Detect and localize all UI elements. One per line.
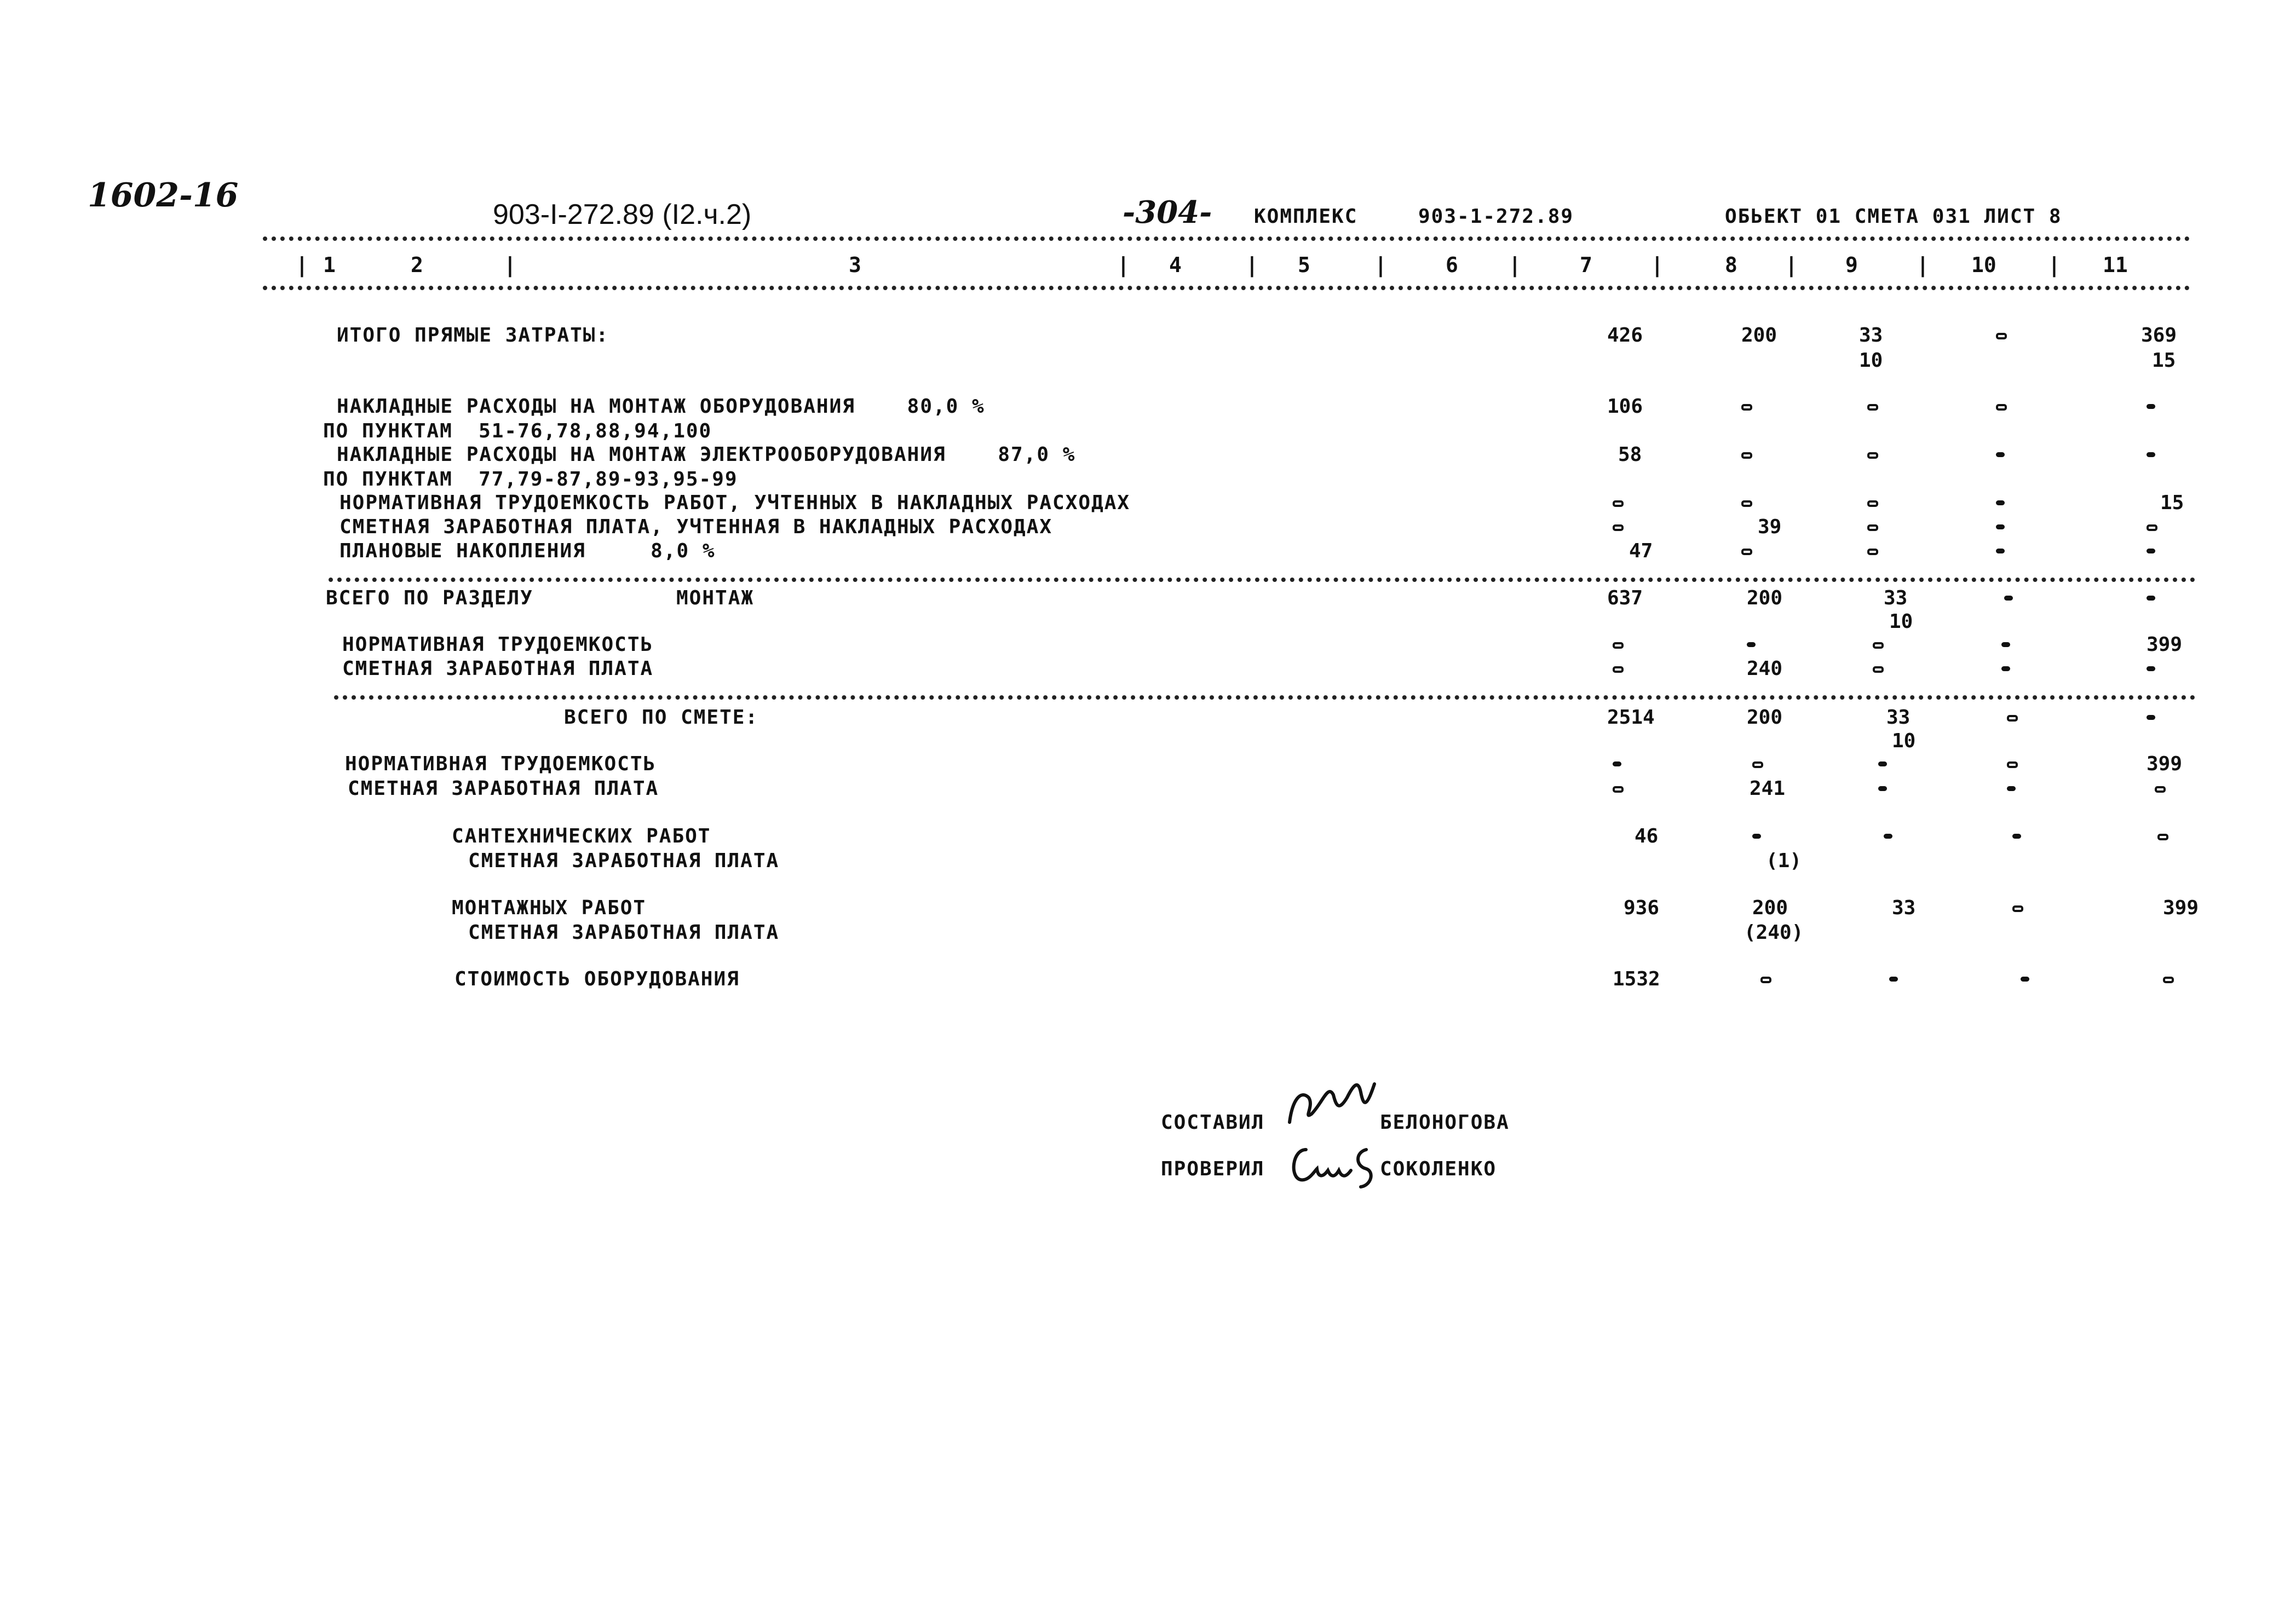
empty-dash <box>1741 452 1752 459</box>
column-number: 9 <box>1845 253 1858 277</box>
cell-col7: 46 <box>1635 825 1659 847</box>
row-label: СТОИМОСТЬ ОБОРУДОВАНИЯ <box>454 968 740 990</box>
row-label: НОРМАТИВНАЯ ТРУДОЕМКОСТЬ <box>345 753 657 775</box>
empty-dash <box>2147 715 2155 720</box>
row-label: ПЛАНОВЫЕ НАКОПЛЕНИЯ 8,0 % <box>339 540 716 562</box>
empty-dash <box>1996 333 2007 339</box>
empty-dash <box>2001 642 2010 647</box>
row-label: НАКЛАДНЫЕ РАСХОДЫ НА МОНТАЖ ОБОРУДОВАНИЯ 80,0 % <box>337 395 985 418</box>
cell-col7: 2514 <box>1607 706 1655 729</box>
row-label-section: МОНТАЖ <box>676 587 755 609</box>
cell-col9-second: 10 <box>1892 730 1916 752</box>
compiled-label: СОСТАВИЛ <box>1161 1111 1265 1134</box>
empty-dash <box>1996 452 2005 457</box>
column-number: 4 <box>1169 253 1182 277</box>
object-line: ОБЬЕКТ 01 СМЕТА 031 ЛИСТ 8 <box>1725 205 2062 228</box>
empty-dash <box>1613 500 1624 507</box>
empty-dash <box>1996 404 2007 411</box>
cell-col8: 200 <box>1741 324 1777 347</box>
cell-col8: 200 <box>1747 587 1783 609</box>
cell-col9-second: 10 <box>1889 610 1913 633</box>
empty-dash <box>1741 404 1752 411</box>
cell-col11-second: 15 <box>2152 349 2176 372</box>
column-number: 10 <box>1971 253 1996 277</box>
complex-code: 903-1-272.89 <box>1418 205 1574 228</box>
row-label: СМЕТНАЯ ЗАРАБОТНАЯ ПЛАТА <box>468 921 780 944</box>
cell-col7: 58 <box>1618 443 1642 466</box>
cell-col7: 936 <box>1624 897 1660 919</box>
column-divider: | <box>1117 253 1130 277</box>
empty-dash <box>2012 905 2023 912</box>
cell-col8: 200 <box>1752 897 1788 919</box>
empty-dash <box>2021 977 2029 982</box>
section-rule <box>329 578 2196 582</box>
column-divider: | <box>1917 253 1929 277</box>
column-divider: | <box>1651 253 1664 277</box>
empty-dash <box>1873 642 1884 649</box>
empty-dash <box>1867 524 1878 531</box>
column-number: 7 <box>1580 253 1592 277</box>
empty-dash <box>1867 500 1878 507</box>
empty-dash <box>2147 524 2157 531</box>
empty-dash <box>2147 404 2155 409</box>
empty-dash <box>1873 666 1884 673</box>
empty-dash <box>1613 761 1621 766</box>
row-label: ПО ПУНКТАМ 51-76,78,88,94,100 <box>323 420 712 442</box>
handwritten-signature-icon <box>1284 1139 1383 1191</box>
column-number: 8 <box>1725 253 1737 277</box>
empty-dash <box>2155 786 2166 793</box>
empty-dash <box>1867 452 1878 459</box>
cell-col9-second: 10 <box>1859 349 1883 372</box>
column-divider: | <box>2048 253 2061 277</box>
handwritten-signature-icon <box>1284 1068 1380 1136</box>
cell-col9: 33 <box>1886 706 1911 729</box>
row-label: ПО ПУНКТАМ 77,79-87,89-93,95-99 <box>323 468 738 491</box>
empty-dash <box>1889 977 1898 982</box>
header-bottom-rule <box>263 286 2190 290</box>
empty-dash <box>1867 404 1878 411</box>
complex-label: КОМПЛЕКС <box>1254 205 1358 228</box>
row-label: НАКЛАДНЫЕ РАСХОДЫ НА МОНТАЖ ЭЛЕКТРООБОРУДОВАНИЯ 87,0 % <box>337 443 1076 466</box>
column-number: 6 <box>1446 253 1458 277</box>
row-label: ВСЕГО ПО СМЕТЕ: <box>564 706 759 729</box>
empty-dash <box>2004 596 2013 601</box>
empty-dash <box>1613 642 1624 649</box>
empty-dash <box>2163 977 2174 983</box>
column-number: 11 <box>2103 253 2128 277</box>
cell-col9: 33 <box>1859 324 1883 347</box>
empty-dash <box>1741 500 1752 507</box>
empty-dash <box>2001 666 2010 671</box>
empty-dash <box>1613 666 1624 673</box>
column-divider: | <box>1374 253 1387 277</box>
empty-dash <box>1996 524 2005 529</box>
cell-col7: 426 <box>1607 324 1643 347</box>
document-code: 903-I-272.89 (I2.ч.2) <box>493 199 752 230</box>
cell-col8: 240 <box>1747 657 1783 680</box>
cell-col11: 369 <box>2141 324 2177 347</box>
row-label: САНТЕХНИЧЕСКИХ РАБОТ <box>452 825 711 847</box>
column-divider: | <box>296 253 308 277</box>
empty-dash <box>2007 761 2018 768</box>
compiled-name: БЕЛОНОГОВА <box>1380 1111 1510 1134</box>
empty-dash <box>2147 452 2155 457</box>
empty-dash <box>2147 549 2155 553</box>
section-rule <box>334 695 2196 700</box>
cell-col7: 106 <box>1607 395 1643 418</box>
empty-dash <box>1760 977 1771 983</box>
checked-name: СОКОЛЕНКО <box>1380 1158 1497 1180</box>
empty-dash <box>1878 761 1887 766</box>
cell-col11: 399 <box>2147 633 2183 656</box>
row-label: СМЕТНАЯ ЗАРАБОТНАЯ ПЛАТА, УЧТЕННАЯ В НАКЛАДНЫХ РАСХОДАХ <box>339 516 1053 538</box>
page-mark: -304- <box>1123 194 1212 230</box>
empty-dash <box>1996 500 2005 505</box>
empty-dash <box>2157 834 2168 840</box>
empty-dash <box>1741 549 1752 555</box>
cell-col11: 399 <box>2147 753 2183 775</box>
column-divider: | <box>1509 253 1521 277</box>
empty-dash <box>1613 524 1624 531</box>
empty-dash <box>1752 834 1761 839</box>
column-divider: | <box>504 253 516 277</box>
empty-dash <box>1752 761 1763 768</box>
row-label: НОРМАТИВНАЯ ТРУДОЕМКОСТЬ <box>342 633 654 656</box>
row-label: СМЕТНАЯ ЗАРАБОТНАЯ ПЛАТА <box>348 777 659 800</box>
empty-dash <box>2147 596 2155 601</box>
cell-col8: 200 <box>1747 706 1783 729</box>
header-top-rule <box>263 236 2190 241</box>
column-number: 2 <box>411 253 423 277</box>
empty-dash <box>1996 549 2005 553</box>
cell-col8: (240) <box>1744 921 1804 944</box>
cell-col8: (1) <box>1766 850 1802 872</box>
empty-dash <box>2007 786 2016 791</box>
cell-col7: 1532 <box>1613 968 1660 990</box>
column-divider: | <box>1246 253 1258 277</box>
row-label: ИТОГО ПРЯМЫЕ ЗАТРАТЫ: <box>337 324 609 347</box>
column-divider: | <box>1785 253 1798 277</box>
checked-label: ПРОВЕРИЛ <box>1161 1158 1265 1180</box>
row-label: ВСЕГО ПО РАЗДЕЛУ <box>326 587 533 609</box>
row-label: СМЕТНАЯ ЗАРАБОТНАЯ ПЛАТА <box>342 657 654 680</box>
empty-dash <box>2007 715 2018 722</box>
handwritten-code: 1602-16 <box>88 176 239 215</box>
column-number: 3 <box>849 253 861 277</box>
row-label: МОНТАЖНЫХ РАБОТ <box>452 897 647 919</box>
cell-col9: 33 <box>1892 897 1916 919</box>
cell-col8: 39 <box>1758 516 1782 538</box>
empty-dash <box>1878 786 1887 791</box>
cell-col9: 33 <box>1884 587 1908 609</box>
cell-col11: 399 <box>2163 897 2199 919</box>
cell-col7: 637 <box>1607 587 1643 609</box>
row-label: СМЕТНАЯ ЗАРАБОТНАЯ ПЛАТА <box>468 850 780 872</box>
empty-dash <box>1884 834 1892 839</box>
column-number: 1 <box>323 253 336 277</box>
cell-col11: 15 <box>2160 492 2184 514</box>
empty-dash <box>1613 786 1624 793</box>
row-label: НОРМАТИВНАЯ ТРУДОЕМКОСТЬ РАБОТ, УЧТЕННЫХ В НАКЛАДНЫХ РАСХОДАХ <box>339 492 1131 514</box>
empty-dash <box>2012 834 2021 839</box>
empty-dash <box>1747 642 1756 647</box>
column-number: 5 <box>1298 253 1310 277</box>
empty-dash <box>2147 666 2155 671</box>
empty-dash <box>1867 549 1878 555</box>
cell-col8: 241 <box>1750 777 1786 800</box>
cell-col7: 47 <box>1629 540 1653 562</box>
